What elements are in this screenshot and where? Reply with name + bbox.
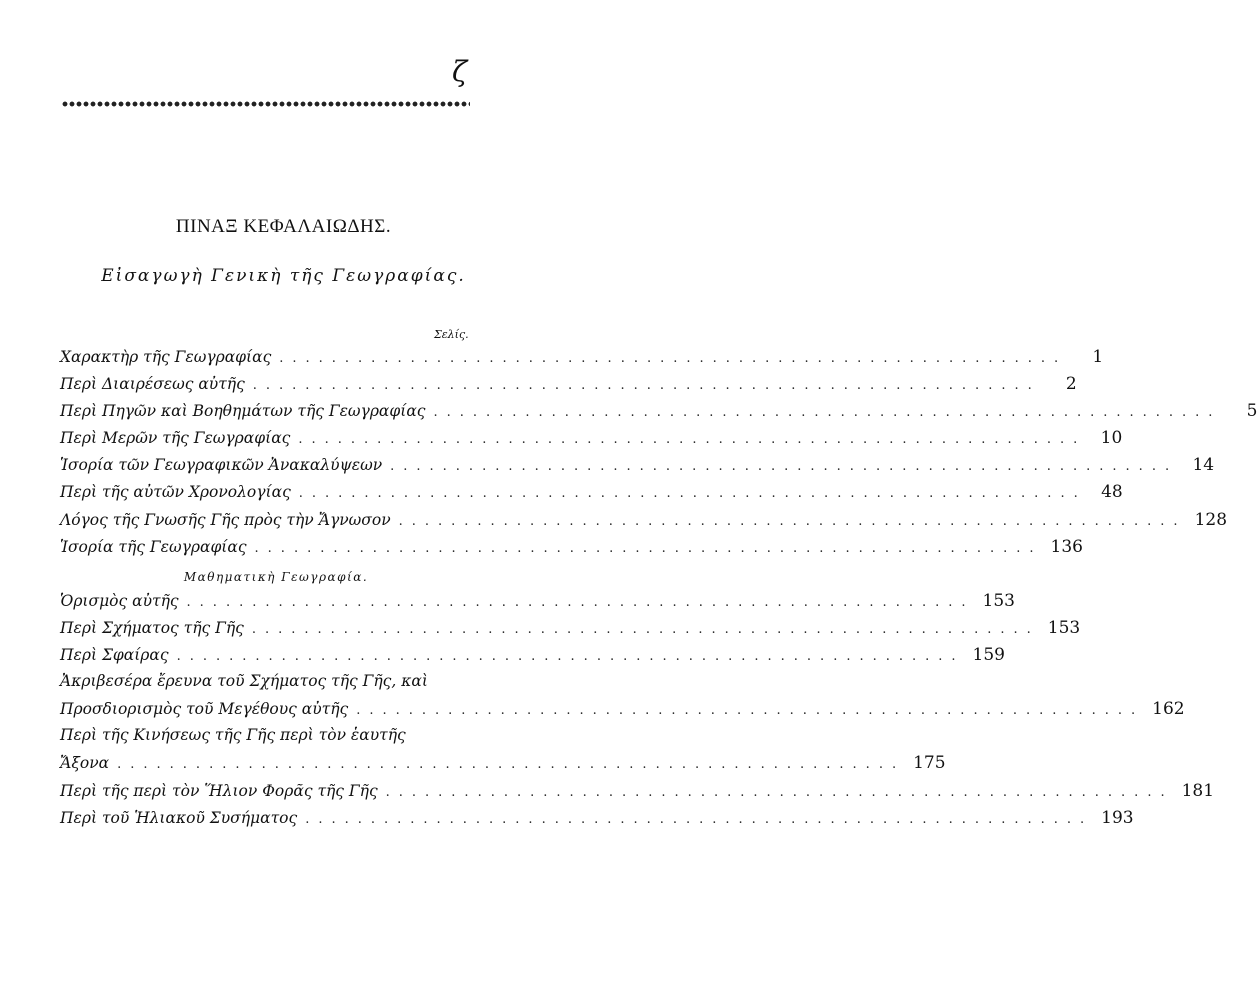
- dot-leader: ............................................................: [356, 703, 1145, 719]
- ornamental-rule: [62, 99, 470, 109]
- toc-entry-title: Ἱσορία τῆς Γεωγραφίας: [60, 537, 247, 556]
- toc-entry-title: Προσδιορισμὸς τοῦ Μεγέθους αὐτῆς: [60, 700, 349, 719]
- dot-leader: ............................................................: [176, 649, 965, 665]
- dot-leader: ............................................................: [252, 378, 1041, 394]
- toc-entry-title: Ὁρισμὸς αὐτῆς: [60, 591, 179, 610]
- toc-entry-title: Περὶ τῆς αὐτῶν Χρονολογίας: [60, 483, 291, 502]
- toc-entry: [60, 617, 1081, 645]
- toc-entry: [60, 482, 1123, 509]
- page-subtitle: Εἰσαγωγὴ Γενικὴ τῆς Γεωγραφίας.: [101, 266, 466, 286]
- dot-leader: ............................................................: [117, 757, 906, 773]
- toc-entry-page: 159: [972, 645, 1005, 666]
- toc-entry: [60, 780, 1215, 808]
- dot-leader: ............................................................: [298, 486, 1087, 502]
- dot-leader: ............................................................: [279, 351, 1068, 366]
- toc-entry-title: Χαρακτὴρ τῆς Γεωγραφίας: [60, 348, 272, 366]
- toc-entry-title: Ἀκριβεσέρα ἔρευνα τοῦ Σχήματος τῆς Γῆς, καὶ: [60, 672, 428, 691]
- toc-entry-page: 48: [1101, 482, 1123, 503]
- toc-entry-title: Περὶ Μερῶν τῆς Γεωγραφίας: [60, 429, 291, 448]
- toc-entry: [60, 509, 1228, 537]
- toc-entry-title: Περὶ Διαιρέσεως αὐτῆς: [60, 375, 245, 394]
- toc-entry-page: 162: [1152, 699, 1185, 720]
- toc-entry: [60, 401, 1257, 428]
- toc-entry-title: Περὶ τῆς Κινήσεως τῆς Γῆς περὶ τὸν ἑαυτῆς: [60, 726, 406, 745]
- toc-entry: [60, 428, 1123, 455]
- dot-leader: ............................................................: [298, 432, 1087, 448]
- toc-entry-title: Περὶ Πηγῶν καὶ Βοηθημάτων τῆς Γεωγραφίας: [60, 402, 426, 421]
- toc-entry-page: 181: [1181, 780, 1215, 801]
- page-title: ΠΙΝΑΞ ΚΕΦΑΛΑΙΩΔΗΣ.: [175, 216, 392, 237]
- dot-leader: ............................................................: [398, 513, 1187, 529]
- table-of-contents: [60, 347, 1257, 835]
- toc-entry: [60, 645, 1005, 672]
- toc-entry-page: 1: [1092, 347, 1104, 367]
- toc-entry: [60, 536, 1083, 564]
- dot-leader: ............................................................: [433, 405, 1222, 421]
- toc-entry-title: Περὶ τῆς περὶ τὸν Ἥλιον Φορᾶς τῆς Γῆς: [60, 781, 378, 800]
- toc-entry: [60, 699, 1185, 726]
- toc-entry: [60, 590, 1015, 618]
- toc-entry: [60, 726, 472, 753]
- toc-entry-title: Περὶ Σχήματος τῆς Γῆς: [60, 618, 244, 637]
- toc-entry-title: Λόγος τῆς Γνωσῆς Γῆς πρὸς τὴν Ἄγνωσον: [60, 510, 391, 529]
- dot-leader: ............................................................: [186, 594, 975, 610]
- dot-leader: ............................................................: [385, 784, 1174, 800]
- toc-entry-title: Ἱσορία τῶν Γεωγραφικῶν Ἀνακαλύψεων: [60, 456, 383, 475]
- toc-entry-title: Περὶ Σφαίρας: [60, 646, 169, 665]
- toc-entry-page: 193: [1101, 807, 1134, 828]
- toc-entry-page: 136: [1050, 536, 1083, 557]
- toc-entry-page: 153: [982, 590, 1015, 611]
- toc-entry-page: 128: [1194, 509, 1228, 530]
- page-column-header: Σελίς.: [434, 328, 469, 341]
- toc-entry: [60, 807, 1134, 835]
- toc-entry-title: Περὶ τοῦ Ἡλιακοῦ Συσήματος: [60, 808, 298, 827]
- toc-entry: [60, 455, 1215, 482]
- section-heading: Μαθηματικὴ Γεωγραφία.: [183, 569, 369, 584]
- toc-entry-title: Ἄξονα: [60, 754, 110, 773]
- dot-leader: ............................................................: [254, 540, 1043, 556]
- toc-entry: [60, 347, 1104, 374]
- dot-leader: ............................................................: [390, 459, 1179, 475]
- page-folio: ζ: [452, 55, 468, 88]
- toc-entry: [60, 753, 946, 780]
- toc-entry-page: 5: [1246, 401, 1257, 422]
- toc-entry: [60, 672, 472, 699]
- dot-leader: ............................................................: [251, 621, 1040, 637]
- toc-entry-page: 153: [1047, 617, 1081, 638]
- dot-leader: ............................................................: [305, 811, 1094, 827]
- toc-entry-page: 10: [1100, 428, 1123, 449]
- toc-entry-page: 2: [1065, 374, 1077, 395]
- toc-entry-page: 14: [1192, 455, 1215, 476]
- toc-entry-page: 175: [913, 753, 946, 774]
- toc-entry: [60, 374, 1077, 401]
